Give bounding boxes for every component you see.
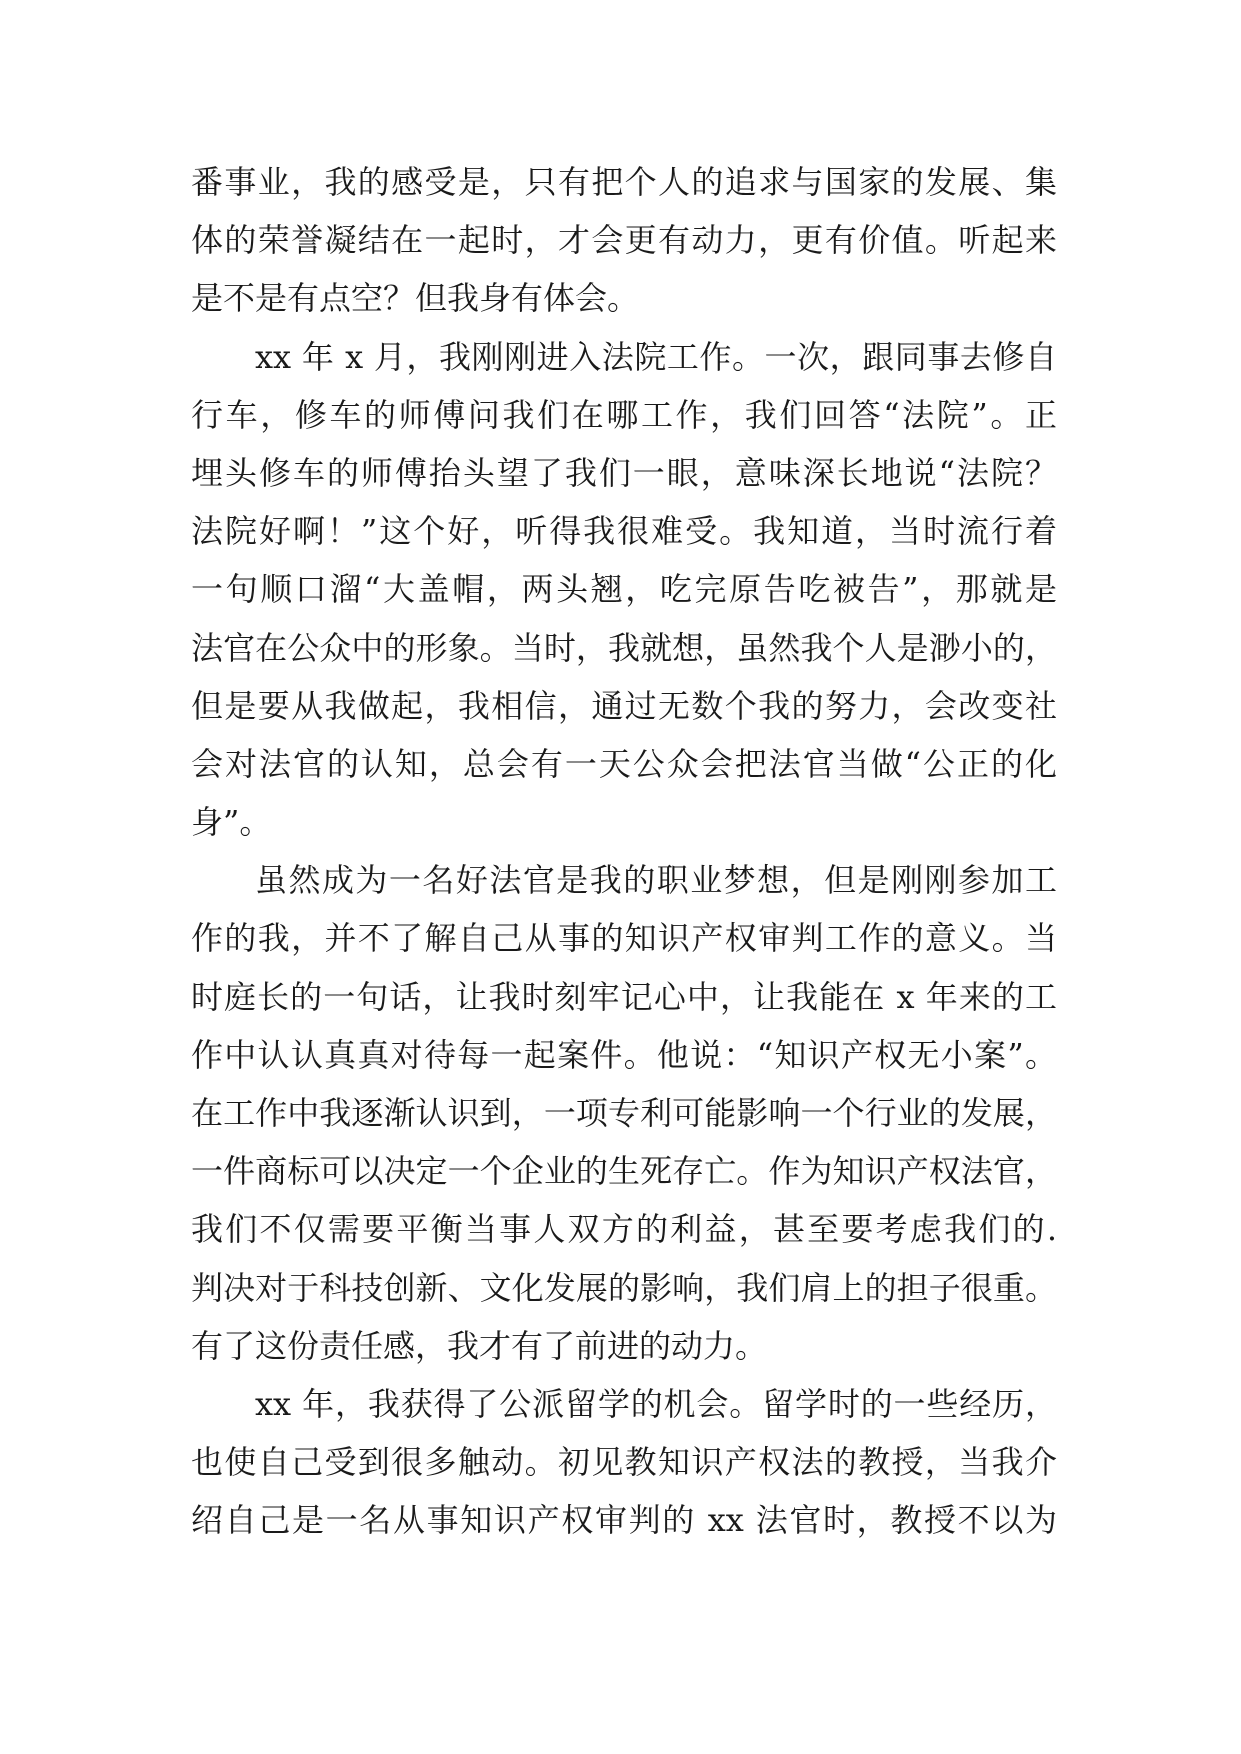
text-line: 法院好啊！”这个好，听得我很难受。我知道，当时流行着	[191, 512, 1057, 551]
text-line: 行车，修车的师傅问我们在哪工作，我们回答“法院”。正	[191, 395, 1057, 434]
text-line: 有了这份责任感，我才有了前进的动力。	[191, 1326, 768, 1365]
text-line: 我们不仅需要平衡当事人双方的利益，甚至要考虑我们的.	[191, 1210, 1057, 1249]
text-line: 作中认认真真对待每一起案件。他说：“知识产权无小案”。	[191, 1035, 1057, 1074]
text-line: 作的我，并不了解自己从事的知识产权审判工作的意义。当	[191, 919, 1057, 958]
text-line: 番事业，我的感受是，只有把个人的追求与国家的发展、集	[191, 163, 1057, 201]
text-line: 在工作中我逐渐认识到，一项专利可能影响一个行业的发展，	[191, 1094, 1057, 1132]
paragraph-2	[191, 328, 1057, 852]
text-line: 时庭长的一句话，让我时刻牢记心中，让我能在 x 年来的工	[191, 977, 1057, 1016]
paragraph-4	[191, 1375, 1057, 1550]
text-line: 法官在公众中的形象。当时，我就想，虽然我个人是渺小的，	[191, 628, 1057, 667]
text-line: 身”。	[191, 803, 272, 842]
paragraph-3	[191, 851, 1057, 1375]
text-line: 会对法官的认知，总会有一天公众会把法官当做“公正的化	[191, 744, 1057, 783]
text-line: xx 年，我获得了公派留学的机会。留学时的一些经历，	[255, 1384, 1057, 1423]
text-line: 虽然成为一名好法官是我的职业梦想，但是刚刚参加工	[255, 861, 1057, 900]
text-line: 一件商标可以决定一个企业的生死存亡。作为知识产权法官，	[191, 1152, 1057, 1191]
text-line: 体的荣誉凝结在一起时，才会更有动力，更有价值。听起来	[191, 221, 1057, 260]
text-line: 但是要从我做起，我相信，通过无数个我的努力，会改变社	[191, 686, 1057, 725]
text-line: 绍自己是一名从事知识产权审判的 xx 法官时，教授不以为	[191, 1501, 1057, 1540]
text-line: 判决对于科技创新、文化发展的影响，我们肩上的担子很重。	[191, 1268, 1057, 1307]
text-line: 也使自己受到很多触动。初见教知识产权法的教授，当我介	[191, 1443, 1057, 1482]
text-line: 是不是有点空？但我身有体会。	[191, 279, 640, 318]
text-line: xx 年 x 月，我刚刚进入法院工作。一次，跟同事去修自	[255, 337, 1057, 376]
text-line: 一句顺口溜“大盖帽，两头翘，吃完原告吃被告”，那就是	[191, 570, 1057, 609]
document-body	[191, 153, 1057, 1550]
paragraph-1	[191, 153, 1057, 328]
text-line: 埋头修车的师傅抬头望了我们一眼，意味深长地说“法院？	[191, 453, 1057, 492]
